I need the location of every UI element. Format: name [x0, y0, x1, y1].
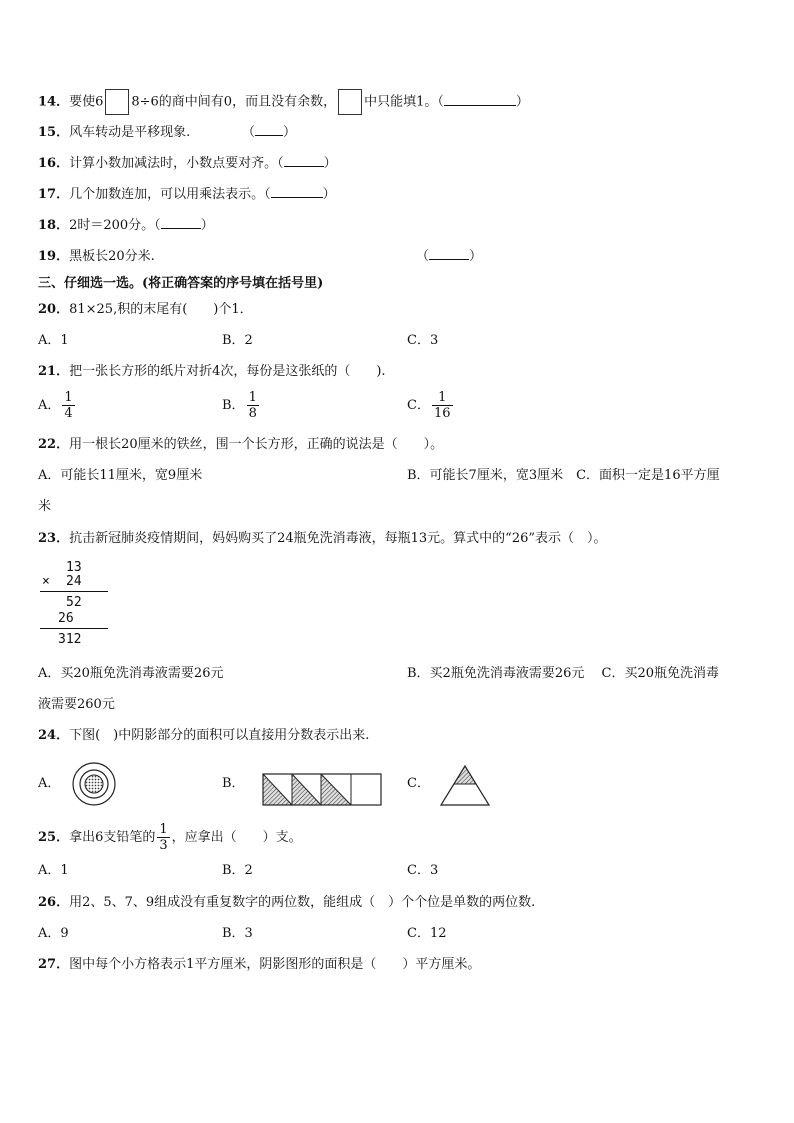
- numerator: 1: [159, 822, 168, 837]
- question-number: 20．: [38, 302, 70, 317]
- triangle-figure: [439, 763, 491, 807]
- question-22: [38, 437, 443, 453]
- answer-blank[interactable]: [271, 197, 323, 198]
- question-20: [38, 302, 253, 318]
- question-number: 15．: [38, 125, 70, 140]
- option-a[interactable]: [38, 390, 77, 421]
- question-text: 把一张长方形的纸片对折4次，每份是这张纸的（ ).: [69, 364, 386, 379]
- question-14: [38, 89, 529, 115]
- numerator: 1: [248, 390, 257, 405]
- question-number: 16．: [38, 156, 70, 171]
- multiplier: 24: [66, 574, 82, 589]
- question-18: [38, 218, 214, 234]
- option-b[interactable]: B．2: [222, 333, 253, 348]
- option-b[interactable]: B．3: [222, 926, 253, 941]
- denominator: 3: [159, 838, 168, 853]
- concentric-circles-figure: [70, 760, 118, 808]
- option-a[interactable]: A．可能长11厘米，宽9厘米: [38, 468, 203, 483]
- question-number: 14．: [38, 94, 70, 110]
- question-text-part: 拿出6支铅笔的: [69, 830, 156, 845]
- partial-product-2: 26: [58, 611, 74, 626]
- question-24: [38, 728, 369, 744]
- multiply-sign: ×: [42, 574, 50, 589]
- rule-line: [40, 628, 108, 629]
- answer-bracket: [242, 125, 296, 141]
- fraction: [432, 390, 453, 421]
- answer-blank[interactable]: [444, 105, 516, 106]
- section-heading: 三、仔细选一选。(将正确答案的序号填在括号里): [38, 276, 324, 291]
- question-26: [38, 895, 535, 911]
- option-label: B．: [222, 398, 245, 413]
- open-paren: （: [242, 125, 256, 140]
- option-a[interactable]: A．: [38, 776, 61, 791]
- question-text: 抗击新冠肺炎疫情期间，妈妈购买了24瓶免洗消毒液，每瓶13元。算式中的“26”表示（ ）。: [69, 531, 607, 546]
- option-c-wrap: 液需要260元: [38, 697, 115, 712]
- question-23: [38, 531, 607, 547]
- question-number: 25．: [38, 830, 70, 845]
- question-17: [38, 187, 336, 203]
- multiplicand: 13: [66, 560, 82, 575]
- question-27: [38, 957, 480, 973]
- close-paren: ）: [469, 249, 483, 264]
- question-text: 用2、5、7、9组成没有重复数字的两位数，能组成（ ）个个位是单数的两位数.: [69, 895, 536, 910]
- question-number: 18．: [38, 218, 70, 233]
- option-label: C．: [407, 398, 430, 413]
- question-16: [38, 156, 337, 172]
- partial-product-1: 52: [66, 595, 82, 610]
- option-b[interactable]: [222, 390, 261, 421]
- question-text-part: ，应拿出（ ）支。: [171, 830, 302, 845]
- question-text: 用一根长20厘米的铁丝，围一个长方形，正确的说法是（ ）。: [69, 437, 444, 452]
- question-number: 22．: [38, 437, 70, 452]
- option-a[interactable]: A．1: [38, 863, 69, 878]
- question-text: 计算小数加减法时，小数点要对齐。（: [69, 156, 284, 171]
- question-text: 2时＝200分。（: [69, 218, 161, 233]
- option-b-c[interactable]: B．买2瓶免洗消毒液需要26元 C．买20瓶免洗消毒: [407, 666, 719, 681]
- question-text-part: 8÷6的商中间有0，而且没有余数，: [131, 94, 337, 110]
- option-c[interactable]: C．: [407, 776, 430, 791]
- answer-blank[interactable]: [284, 166, 324, 167]
- fraction: [157, 822, 169, 853]
- option-a[interactable]: A．买20瓶免洗消毒液需要26元: [38, 666, 224, 681]
- question-19: [38, 249, 155, 265]
- option-label: A．: [38, 398, 61, 413]
- answer-box[interactable]: [105, 89, 129, 115]
- question-number: 23．: [38, 531, 70, 546]
- option-b[interactable]: B．2: [222, 863, 253, 878]
- close-paren: ）: [323, 156, 337, 171]
- question-text-part: ）: [515, 94, 529, 110]
- denominator: 16: [433, 406, 451, 421]
- option-c-wrap: 米: [38, 499, 52, 514]
- fraction: [247, 390, 259, 421]
- question-text: 几个加数连加，可以用乘法表示。（: [69, 187, 271, 202]
- question-number: 27．: [38, 957, 70, 972]
- option-c[interactable]: [407, 390, 455, 421]
- rule-line: [40, 591, 108, 592]
- question-text: 下图( )中阴影部分的面积可以直接用分数表示出来.: [69, 728, 370, 743]
- product: 312: [58, 632, 82, 647]
- question-25: [38, 822, 302, 853]
- answer-blank[interactable]: [255, 135, 283, 136]
- question-text: 风车转动是平移现象.: [69, 125, 191, 140]
- divided-rectangle-figure: [262, 773, 384, 807]
- open-paren: （: [416, 249, 430, 264]
- denominator: 4: [64, 406, 73, 421]
- question-text-part: 中只能填1。（: [364, 94, 444, 110]
- question-number: 26．: [38, 895, 70, 910]
- question-number: 21．: [38, 364, 70, 379]
- close-paren: ）: [322, 187, 336, 202]
- numerator: 1: [64, 390, 73, 405]
- option-c[interactable]: C．12: [407, 926, 447, 941]
- close-paren: ）: [200, 218, 214, 233]
- question-text: 黑板长20分米.: [69, 249, 155, 264]
- denominator: 8: [248, 406, 257, 421]
- question-text-part: 要使6: [69, 94, 104, 110]
- option-a[interactable]: A．9: [38, 926, 69, 941]
- question-number: 19．: [38, 249, 70, 264]
- answer-box[interactable]: [338, 89, 362, 115]
- answer-blank[interactable]: [429, 259, 469, 260]
- numerator: 1: [432, 390, 453, 406]
- fraction: [62, 390, 74, 421]
- answer-bracket: [416, 249, 482, 265]
- question-text: 81×25,积的末尾有( )个1．: [69, 302, 253, 317]
- question-21: [38, 364, 386, 380]
- option-c[interactable]: C．3: [407, 863, 439, 878]
- question-number: 24．: [38, 728, 70, 743]
- close-paren: ）: [283, 125, 297, 140]
- question-text: 图中每个小方格表示1平方厘米，阴影图形的面积是（ ）平方厘米。: [69, 957, 481, 972]
- option-c[interactable]: C．3: [407, 333, 439, 348]
- question-number: 17．: [38, 187, 70, 202]
- question-15: [38, 125, 190, 141]
- option-a[interactable]: A．1: [38, 333, 69, 348]
- option-b-c[interactable]: B．可能长7厘米，宽3厘米 C．面积一定是16平方厘: [407, 468, 720, 483]
- answer-blank[interactable]: [161, 228, 201, 229]
- option-b[interactable]: B．: [222, 776, 245, 791]
